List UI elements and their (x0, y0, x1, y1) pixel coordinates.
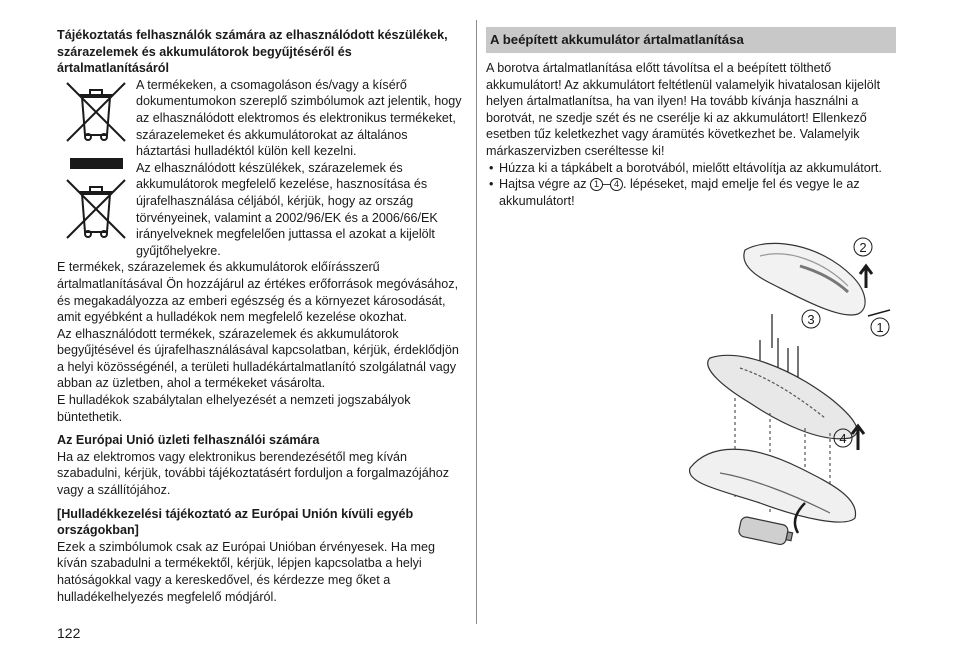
eu-business-heading: Az Európai Unió üzleti felhasználói számára (57, 433, 320, 448)
crossed-bin-icon (63, 176, 129, 242)
battery (738, 516, 794, 547)
non-eu-heading: [Hulladékkezelési tájékoztató az Európai Unión kívüli egyéb országokban] (57, 506, 414, 538)
symbols-meaning-text: A termékeken, a csomagoláson és/vagy a kísérő dokumentumokon szereplő szimbólumok azt jelentik, hogy az elhasználódott elektromos és elektronikus termékeket, szárazelemeket és akkumulátorokat az általános háztartási hulladéktól külön kell kezelni. (136, 77, 462, 159)
disposal-heading: Tájékoztatás felhasználók számára az elhasználódott készülékek, szárazelemek és akkumulátorok begyűjtéséről és ártalmatlanításáról (57, 28, 448, 76)
collection-text: Az elhasználódott készülékek, szárazelemek és akkumulátorok megfelelő kezelése, hasznosítása és újrafelhasználása céljából, kérjük, hogy az ország törvényeinek, valamint a 2002/96/EK és a 2006/66/EK irányelveknek megfelelően juttassa el azokat a kijelölt gyűjtőhelyekre. (136, 160, 438, 258)
shaver-inner-frame (708, 355, 857, 438)
bullet-symbol: • (489, 160, 494, 175)
penalty-text: E hulladékok szabálytalan elhelyezését a nemzeti jogszabályok büntethetik. (57, 393, 411, 424)
bullet-item (486, 160, 896, 177)
battery-intro-text: A borotva ártalmatlanítása előtt távolítsa el a beépített tölthető akkumulátort! Az akkumulátort feltétlenül valamelyik hivatalosan kijelölt helyen ártalmatlanítsa, ha van ilyen! Ha tovább kívánja használni a borotvát, ne szedje szét és ne cserélje ki az akkumulátort! Ellenkező esetben tűz keletkezhet vagy áramütés következhet be. Valamelyik márkaszervizben cseréltesse ki! (486, 61, 881, 158)
bullet-item (486, 176, 896, 209)
steps-instruction-post: . lépéseket, majd emelje fel és vegye le az akkumulátort! (499, 177, 860, 208)
callout-number: 1 (876, 320, 884, 335)
disposal-benefit-text: E termékek, szárazelemek és akkumulátorok előírásszerű ártalmatlanításával Ön hozzájárul az értékes erőforrások megóvásához, és megakadályozza az emberi egészség és a környezet károsodását, amit egyébként a hulladékok nem megfelelő kezelése okozhat. (57, 260, 459, 325)
bullet-symbol: • (489, 177, 494, 192)
lift-arrow (852, 426, 864, 450)
step-range-dash: – (603, 177, 611, 192)
step-number-badge: 4 (610, 178, 623, 191)
step-number-badge: 1 (590, 178, 603, 191)
callout-number: 2 (859, 240, 867, 255)
non-eu-text: Ezek a szimbólumok csak az Európai Unióban érvényesek. Ha meg kíván szabadulni a termékektől, kérjük, lépjen kapcsolatba a helyi hatóságokkal vagy a kereskedővel, és kérdezze meg őket a hulladékelhelyezés megfelelő módjáról. (57, 539, 435, 604)
shaver-disassembly-illustration (680, 228, 900, 548)
callout-number: 4 (839, 431, 847, 446)
steps-instruction-pre: Hajtsa végre az (499, 177, 587, 192)
battery-section-heading: A beépített akkumulátor ártalmatlanítása (486, 27, 896, 53)
page-number: 122 (57, 625, 81, 641)
column-divider (476, 20, 477, 624)
screw (868, 310, 890, 316)
callout-number: 3 (807, 312, 815, 327)
black-bar-symbol (70, 158, 123, 169)
left-column (57, 27, 462, 605)
info-text: Az elhasználódott termékek, szárazelemek és akkumulátorok begyűjtésével és újrafelhasználásával kapcsolatban, kérjük, érdeklődjön a helyi közösségénél, a területi hulladékártalmatlanító szolgálatnál vagy abban az üzletben, ahol a termékeket vásárolta. (57, 326, 459, 391)
lift-arrow (860, 266, 872, 288)
shaver-top-cover (744, 243, 865, 315)
unplug-instruction: Húzza ki a tápkábelt a borotvából, mielőtt eltávolítja az akkumulátort. (499, 160, 882, 175)
shaver-bottom-housing (690, 449, 856, 522)
eu-business-text: Ha az elektromos vagy elektronikus berendezésétől meg kíván szabadulni, kérjük, további tájékoztatásért forduljon a forgalmazójához vagy a szállítójához. (57, 449, 450, 498)
right-column (486, 27, 896, 209)
crossed-bin-icon (63, 79, 129, 145)
